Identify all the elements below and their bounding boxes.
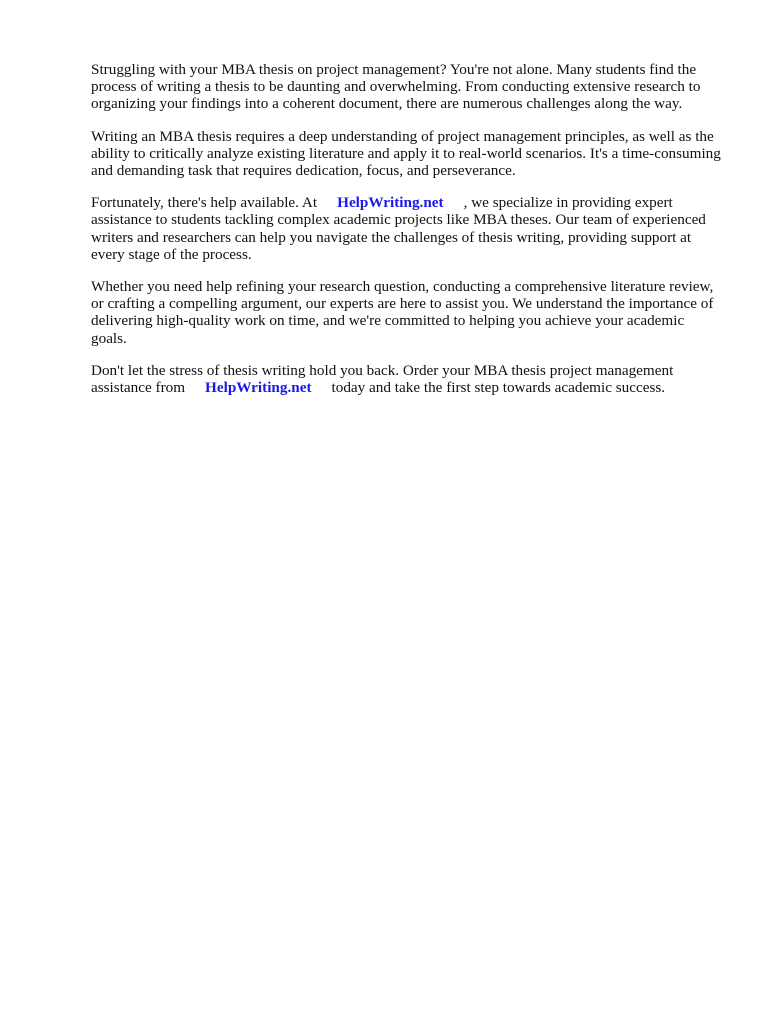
paragraph-help-available-text-before: Fortunately, there's help available. At: [91, 194, 318, 212]
paragraph-requirements: [91, 128, 721, 180]
paragraph-intro-text: Struggling with your MBA thesis on project management? You're not alone. Many students find the process of writing a thesis to be daunting and overwhelming. From conducting extensive research to organizing your findings into a coherent document, there are numerous challenges along the way.: [91, 61, 701, 113]
paragraph-help-available-text-after: , we specialize in providing expert assistance to students tackling complex academic projects like MBA theses. Our team of experienced writers and researchers can help you navigate the challenges of thesis writing, providing support at every stage of the process.: [91, 194, 706, 263]
paragraph-services-text: Whether you need help refining your research question, conducting a comprehensive literature review, or crafting a compelling argument, our experts are here to assist you. We understand the importance of delivering high-quality work on time, and we're committed to helping you achieve your academic goals.: [91, 278, 714, 347]
paragraph-help-available: [91, 194, 721, 263]
helpwriting-link[interactable]: HelpWriting.net: [337, 194, 444, 212]
paragraph-intro: [91, 61, 721, 113]
paragraph-call-to-action-text-after: today and take the first step towards academic success.: [331, 379, 666, 397]
document-body: [91, 61, 721, 411]
paragraph-call-to-action: [91, 362, 721, 396]
paragraph-services: [91, 278, 721, 347]
helpwriting-link-cta[interactable]: HelpWriting.net: [205, 379, 312, 397]
paragraph-call-to-action-text-before: Don't let the stress of thesis writing hold you back. Order your MBA thesis project management assistance from: [91, 361, 674, 397]
paragraph-requirements-text: Writing an MBA thesis requires a deep understanding of project management principles, as well as the ability to critically analyze existing literature and apply it to real-world scenarios. It's a time-consuming and demanding task that requires dedication, focus, and perseverance.: [91, 127, 721, 180]
